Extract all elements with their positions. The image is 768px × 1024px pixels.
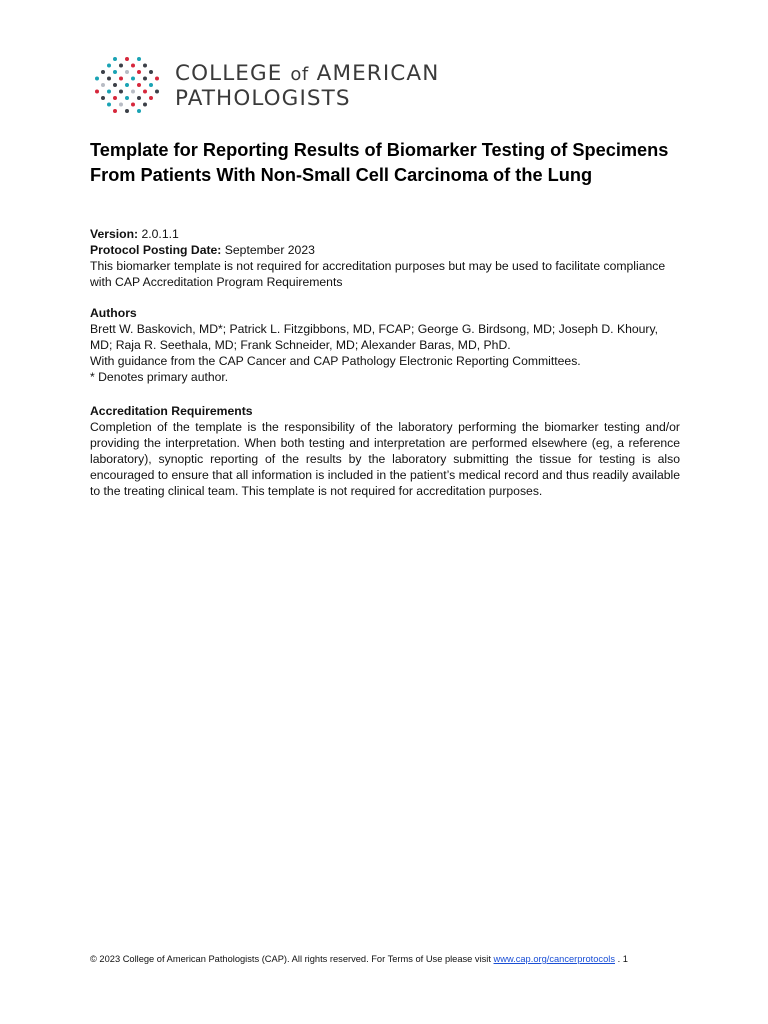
cap-logo-wordmark — [175, 62, 439, 111]
version-line: Version: 2.0.1.1 — [90, 227, 179, 241]
cancer-protocols-link[interactable]: www.cap.org/cancerprotocols — [493, 954, 615, 964]
document-title: Template for Reporting Results of Biomarker Testing of Specimens From Patients With Non-Small Cell Carcinoma of the Lung — [90, 140, 669, 185]
authors-guidance: With guidance from the CAP Cancer and CAP Pathology Electronic Reporting Committees. — [90, 354, 581, 368]
version-value: 2.0.1.1 — [141, 227, 179, 241]
document-meta — [90, 226, 690, 290]
page-footer — [90, 953, 690, 966]
logo-line-2: PATHOLOGISTS — [175, 86, 351, 111]
posting-date-line: Protocol Posting Date: September 2023 — [90, 243, 315, 257]
accreditation-body: Completion of the template is the responsibility of the laboratory performing the biomarker testing and/or providing the interpretation. When both testing and interpretation are performed elsewhere (eg, a reference laboratory), synoptic reporting of the results by the laboratory submitting the tissue for testing is also encouraged to ensure that all information is included in the patient’s medical record and thus readily available to the treating clinical team. This template is not required for accreditation purposes. — [90, 420, 680, 498]
accreditation-note: This biomarker template is not required for accreditation purposes but may be used to facilitate compliance with CAP Accreditation Program Requirements — [90, 259, 666, 289]
accreditation-section — [90, 403, 680, 499]
copyright-text: © 2023 College of American Pathologists (CAP). All rights reserved. For Terms of Use please visit — [90, 954, 491, 964]
authors-footnote: * Denotes primary author. — [90, 370, 229, 384]
logo-line-1: COLLEGE of AMERICAN — [175, 61, 440, 86]
posting-date-value: September 2023 — [224, 243, 315, 257]
page-number: . 1 — [617, 954, 628, 964]
authors-heading: Authors — [90, 306, 137, 320]
cap-logo-dots-icon — [94, 56, 160, 114]
authors-list: Brett W. Baskovich, MD*; Patrick L. Fitzgibbons, MD, FCAP; George G. Birdsong, MD; Joseph D. Khoury, MD; Raja R. Seethala, MD; Frank Schneider, MD; Alexander Baras, MD, PhD. — [90, 322, 659, 352]
accreditation-heading: Accreditation Requirements — [90, 404, 253, 418]
authors-section — [90, 305, 680, 385]
